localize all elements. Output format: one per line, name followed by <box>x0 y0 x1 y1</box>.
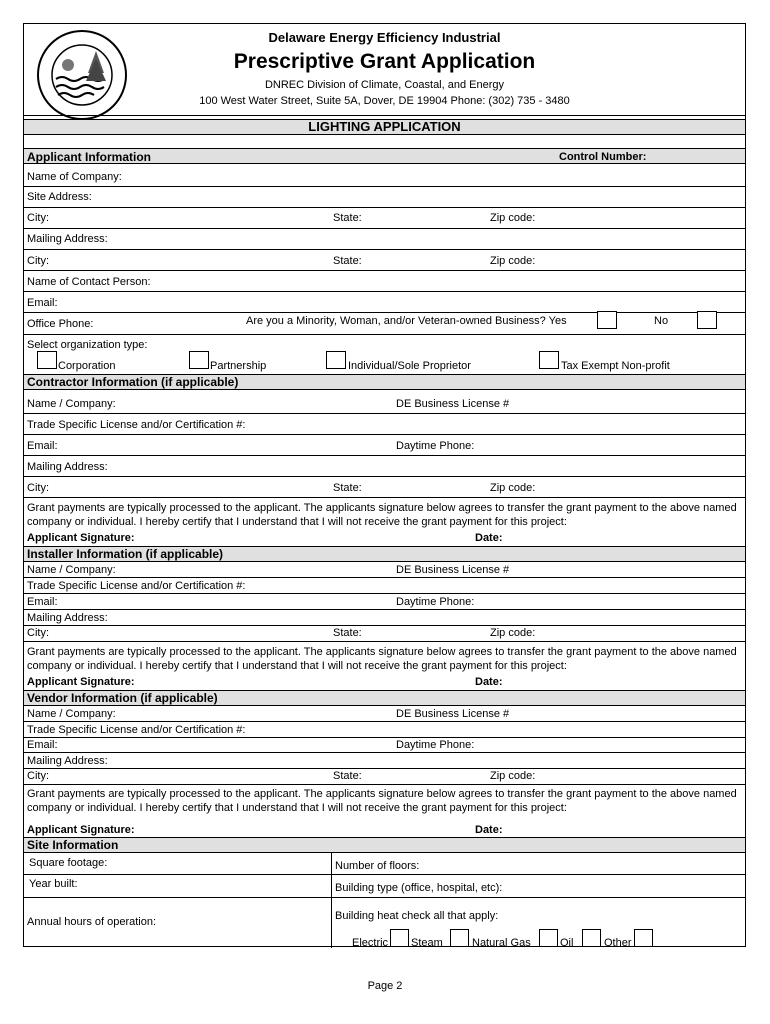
heat-natural-gas-checkbox[interactable] <box>539 929 558 947</box>
division-name: DNREC Division of Climate, Coastal, and Energy <box>264 79 505 91</box>
partnership-checkbox[interactable] <box>189 351 209 369</box>
building-heat-label: Building heat check all that apply: <box>335 910 499 922</box>
installer-trade-license-field[interactable]: Trade Specific License and/or Certification #: <box>27 580 246 592</box>
contractor-phone-field[interactable]: Daytime Phone: <box>396 440 475 452</box>
square-footage-field[interactable]: Square footage: <box>29 857 108 869</box>
mailing-zip-field[interactable]: Zip code: <box>490 255 536 267</box>
contact-person-field[interactable]: Name of Contact Person: <box>27 276 151 288</box>
contractor-statement-line1: Grant payments are typically processed to the applicant. The applicants signature below agrees to transfer the grant payment to the above named <box>27 502 737 514</box>
program-name: Delaware Energy Efficiency Industrial <box>268 30 501 45</box>
heat-oil-label: Oil <box>560 937 574 949</box>
site-address-field[interactable]: Site Address: <box>27 191 92 203</box>
vendor-date-field[interactable]: Date: <box>475 824 503 836</box>
mailing-city-field[interactable]: City: <box>27 255 49 267</box>
page-number: Page 2 <box>367 980 403 992</box>
minority-no-checkbox[interactable] <box>697 311 717 329</box>
non-profit-label: Tax Exempt Non-profit <box>561 360 670 372</box>
installer-statement-line2: company or individual. I hereby certify that I understand that I will not receive the grant payment for this project: <box>27 660 567 672</box>
installer-date-field[interactable]: Date: <box>475 676 503 688</box>
site-city-field[interactable]: City: <box>27 212 49 224</box>
site-zip-field[interactable]: Zip code: <box>490 212 536 224</box>
control-number-label: Control Number: <box>559 151 647 163</box>
heat-steam-checkbox[interactable] <box>450 929 469 947</box>
contractor-state-field[interactable]: State: <box>333 482 362 494</box>
contractor-signature-field[interactable]: Applicant Signature: <box>27 532 135 544</box>
building-type-field[interactable]: Building type (office, hospital, etc): <box>335 882 503 894</box>
installer-city-field[interactable]: City: <box>27 627 49 639</box>
vendor-trade-license-field[interactable]: Trade Specific License and/or Certification #: <box>27 724 246 736</box>
non-profit-checkbox[interactable] <box>539 351 559 369</box>
mailing-address-field[interactable]: Mailing Address: <box>27 233 108 245</box>
vendor-license-field[interactable]: DE Business License # <box>396 708 510 720</box>
contractor-city-field[interactable]: City: <box>27 482 49 494</box>
contractor-mailing-field[interactable]: Mailing Address: <box>27 461 108 473</box>
minority-yes-checkbox[interactable] <box>597 311 617 329</box>
contractor-zip-field[interactable]: Zip code: <box>490 482 536 494</box>
vendor-state-field[interactable]: State: <box>333 770 362 782</box>
heat-electric-label: Electric <box>352 937 389 949</box>
installer-signature-field[interactable]: Applicant Signature: <box>27 676 135 688</box>
contractor-statement-line2: company or individual. I hereby certify that I understand that I will not receive the grant payment for this project: <box>27 516 567 528</box>
division-address: 100 West Water Street, Suite 5A, Dover, DE 19904 Phone: (302) 735 - 3480 <box>199 95 570 107</box>
site-state-field[interactable]: State: <box>333 212 362 224</box>
installer-mailing-field[interactable]: Mailing Address: <box>27 612 108 624</box>
sole-proprietor-label: Individual/Sole Proprietor <box>348 360 471 372</box>
installer-heading: Installer Information (if applicable) <box>27 547 224 561</box>
application-form <box>23 23 746 947</box>
sole-proprietor-checkbox[interactable] <box>326 351 346 369</box>
heat-other-checkbox[interactable] <box>634 929 653 947</box>
year-built-field[interactable]: Year built: <box>29 878 78 890</box>
office-phone-field[interactable]: Office Phone: <box>27 318 94 330</box>
contractor-email-field[interactable]: Email: <box>27 440 58 452</box>
installer-email-field[interactable]: Email: <box>27 596 58 608</box>
vendor-mailing-field[interactable]: Mailing Address: <box>27 755 108 767</box>
vendor-city-field[interactable]: City: <box>27 770 49 782</box>
page-title: Prescriptive Grant Application <box>233 50 536 73</box>
heat-electric-checkbox[interactable] <box>390 929 409 947</box>
installer-license-field[interactable]: DE Business License # <box>396 564 510 576</box>
company-name-field[interactable]: Name of Company: <box>27 171 122 183</box>
vendor-name-field[interactable]: Name / Company: <box>27 708 116 720</box>
contractor-license-field[interactable]: DE Business License # <box>396 398 510 410</box>
heat-other-label: Other <box>604 937 632 949</box>
floors-field[interactable]: Number of floors: <box>335 860 420 872</box>
email-field[interactable]: Email: <box>27 297 58 309</box>
vendor-phone-field[interactable]: Daytime Phone: <box>396 739 475 751</box>
minority-question: Are you a Minority, Woman, and/or Veteran-owned Business? Yes <box>246 315 567 327</box>
installer-phone-field[interactable]: Daytime Phone: <box>396 596 475 608</box>
heat-oil-checkbox[interactable] <box>582 929 601 947</box>
contractor-heading: Contractor Information (if applicable) <box>27 375 239 389</box>
partnership-label: Partnership <box>210 360 267 372</box>
section-title-lighting: LIGHTING APPLICATION <box>308 119 461 134</box>
vendor-heading: Vendor Information (if applicable) <box>27 691 218 705</box>
contractor-trade-license-field[interactable]: Trade Specific License and/or Certification #: <box>27 419 246 431</box>
vendor-email-field[interactable]: Email: <box>27 739 58 751</box>
installer-zip-field[interactable]: Zip code: <box>490 627 536 639</box>
annual-hours-field[interactable]: Annual hours of operation: <box>27 916 157 928</box>
site-heading: Site Information <box>27 838 119 852</box>
corporation-checkbox[interactable] <box>37 351 57 369</box>
heat-natural-gas-label: Natural Gas <box>472 937 531 949</box>
vendor-signature-field[interactable]: Applicant Signature: <box>27 824 135 836</box>
org-type-label: Select organization type: <box>27 339 148 351</box>
contractor-date-field[interactable]: Date: <box>475 532 503 544</box>
installer-statement-line1: Grant payments are typically processed to the applicant. The applicants signature below agrees to transfer the grant payment to the above named <box>27 646 737 658</box>
mailing-state-field[interactable]: State: <box>333 255 362 267</box>
vendor-statement-line1: Grant payments are typically processed to the applicant. The applicants signature below agrees to transfer the grant payment to the above named <box>27 788 737 800</box>
vendor-statement-line2: company or individual. I hereby certify that I understand that I will not receive the grant payment for this project: <box>27 802 567 814</box>
contractor-name-field[interactable]: Name / Company: <box>27 398 116 410</box>
vendor-zip-field[interactable]: Zip code: <box>490 770 536 782</box>
installer-state-field[interactable]: State: <box>333 627 362 639</box>
corporation-label: Corporation <box>58 360 116 372</box>
heat-steam-label: Steam <box>411 937 443 949</box>
applicant-heading: Applicant Information <box>27 150 151 164</box>
installer-name-field[interactable]: Name / Company: <box>27 564 116 576</box>
minority-no-label: No <box>654 315 669 327</box>
